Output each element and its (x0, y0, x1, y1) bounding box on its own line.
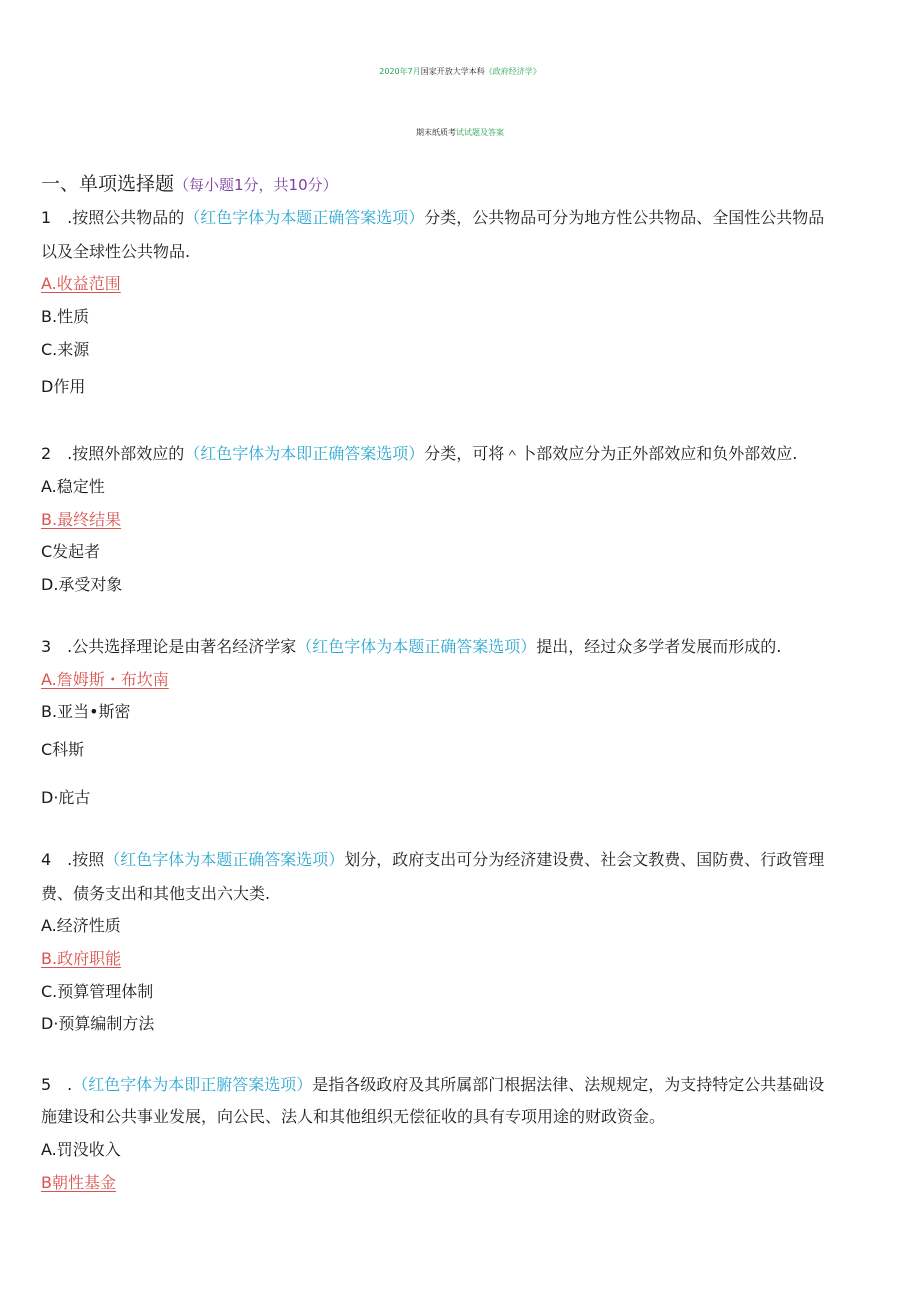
question-5-prefix: 5 . (41, 1075, 73, 1094)
section-title: 一、单项选择题 (41, 173, 175, 195)
document-title-line2 (0, 111, 920, 155)
question-1-option-b: B.性质 (41, 307, 90, 326)
title-exam: 期末纸质考 (416, 128, 456, 137)
question-1-option-d: D作用 (41, 377, 86, 396)
title-university: 国家开放大学本科 (420, 67, 485, 76)
question-4-suffix: 划分，政府支出可分为经济建设费、社会文教费、国防费、行政管理 (344, 850, 825, 869)
question-4-stem-cont: 费、债务支出和其他支出六大类. (41, 884, 271, 903)
question-3-option-a-correct: A.詹姆斯・布坎南 (41, 670, 169, 689)
question-3-prefix: 3 .公共选择理论是由著名经济学家 (41, 637, 297, 656)
title-year: 2020年7月 (379, 67, 421, 76)
question-4-option-c: C.预算管理体制 (41, 982, 154, 1001)
question-2-option-d: D.承受对象 (41, 575, 123, 594)
question-5-stem (41, 1073, 824, 1097)
question-1-option-a-correct: A.收益范围 (41, 274, 121, 293)
question-3-stem (41, 635, 781, 659)
document-title-line1 (0, 50, 920, 94)
question-2-suffix: 分类，可将＾卜部效应分为正外部效应和负外部效应. (424, 444, 798, 463)
question-3-option-c: C科斯 (41, 740, 85, 759)
question-2-stem (41, 442, 797, 466)
question-5-hint: （红色字体为本即正腑答案选项） (72, 1075, 313, 1094)
question-1-hint: （红色字体为本题正确答案选项） (184, 208, 425, 227)
question-5-suffix: 是指各级政府及其所属部门根据法律、法规规定，为支持特定公共基础设 (312, 1075, 825, 1094)
question-4-prefix: 4 .按照 (41, 850, 105, 869)
question-3-option-b: B.亚当•斯密 (41, 702, 131, 721)
question-4-stem (41, 848, 824, 872)
question-1-prefix: 1 .按照公共物品的 (41, 208, 185, 227)
question-4-hint: （红色字体为本题正确答案选项） (104, 850, 345, 869)
question-2-option-c: C发起者 (41, 542, 101, 561)
question-2-option-a: A.稳定性 (41, 477, 105, 496)
question-4-option-d: D·预算编制方法 (41, 1014, 155, 1033)
question-5-option-b-correct: B朝性基金 (41, 1173, 116, 1192)
question-1-stem-cont: 以及全球性公共物品. (41, 242, 191, 261)
question-5-option-a: A.罚没收入 (41, 1140, 121, 1159)
question-4-option-b-correct: B.政府职能 (41, 949, 122, 968)
title-answers: 试试题及答案 (456, 128, 504, 137)
title-course: 《政府经济学》 (484, 67, 541, 76)
question-4-option-a: A.经济性质 (41, 916, 121, 935)
question-5-stem-cont: 施建设和公共事业发展，向公民、法人和其他组织无偿征收的具有专项用途的财政资金。 (41, 1107, 666, 1126)
question-2-option-b-correct: B.最终结果 (41, 510, 122, 529)
question-2-prefix: 2 .按照外部效应的 (41, 444, 185, 463)
question-3-suffix: 提出，经过众多学者发展而形成的. (536, 637, 782, 656)
question-1-option-c: C.来源 (41, 340, 90, 359)
section-note: （每小题1分，共10分） (174, 176, 338, 194)
question-3-hint: （红色字体为本题正确答案选项） (296, 637, 537, 656)
section-heading (41, 172, 338, 197)
question-2-hint: （红色字体为本即正确答案选项） (184, 444, 425, 463)
question-3-option-d: D·庇古 (41, 788, 91, 807)
question-1-stem (41, 206, 824, 230)
question-1-suffix: 分类，公共物品可分为地方性公共物品、全国性公共物品 (424, 208, 825, 227)
